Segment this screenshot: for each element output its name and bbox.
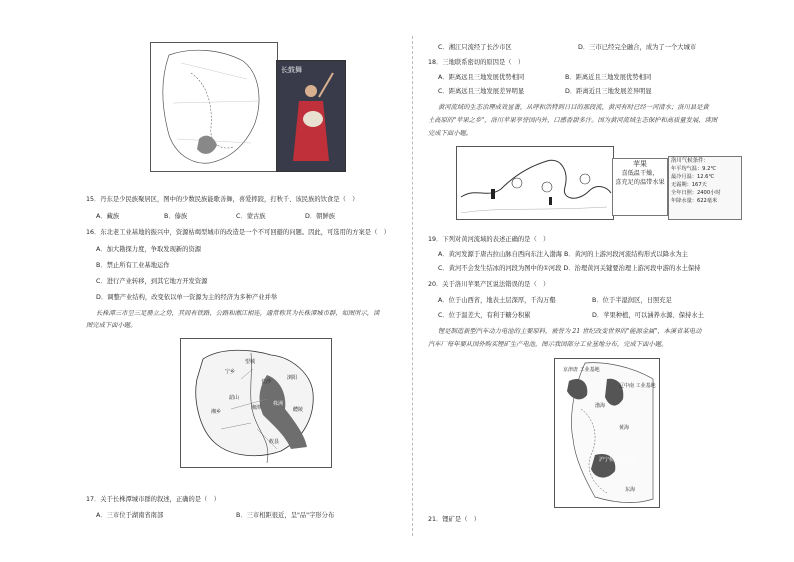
map2-label-jjt: 京津唐 工业基地 [563,367,600,373]
map-label-xiangxiang: 湘乡 [211,409,222,415]
q20-option-a[interactable]: A．位于山西省，地表土层深厚，千沟万壑 [438,297,556,304]
climate-box [668,156,742,220]
q15-option-c[interactable]: C．蒙古族 [236,213,266,220]
passage19-line-2: 土高原的"苹果之乡"，洛川苹果享誉国内外，口感香甜多汁。国为黄河流域生态保护和高质量发展，读图 [428,117,718,124]
q15-option-b[interactable]: B．傣族 [164,213,188,220]
dancer-image [277,61,345,171]
q21-stem: 21．锂矿是（ ） [428,516,481,523]
map-label-liling: 醴陵 [293,407,304,413]
q16-option-a[interactable]: A．加大勘探力度，争取发现新的资源 [96,246,202,253]
q20-option-c[interactable]: C．位于温差大，有利于糖分积累 [438,312,531,319]
q18-option-d[interactable]: D．距离近且三地发展差异明显 [565,88,652,95]
map-label-youxian: 攸县 [269,439,280,445]
q17-stem: 17．关于长株潭城市群的叙述，正确的是（ ） [86,496,220,503]
dance-photo [276,60,346,172]
q19-option-ab[interactable]: A．黄河发源于唐古拉山脉自西向东注入渤海 B．黄河的上游河段河流结构形式以降水为主 [438,251,688,258]
q18-option-b[interactable]: B．距离近且三地发展优势相同 [565,74,652,81]
changzhutan-map-graphic [181,339,331,467]
map-label-liuyang: 浏阳 [287,375,298,381]
apple-callout-line-1: 喜低温干燥， [621,170,659,177]
map2-label-bohai: 渤海 [595,403,606,409]
northeast-map-graphic [151,43,277,171]
climate-row: 无霜期：167天 [671,182,707,188]
q16-option-d[interactable]: D．调整产业结构，改变依以单一资源为主的经济为多种产业并举 [96,294,278,301]
northeast-map-figure [150,42,278,172]
climate-row: 年平均气温：9.2℃ [671,166,717,172]
passage17-line-1: 长株潭三市呈三足鼎立之势，其间有铁路、公路和湘江相连，通常称其为长株潭城市群，如图所示，读 [96,310,380,317]
dance-label: 长鼓舞 [281,66,302,74]
climate-row: 全年日照：2400小时 [671,190,721,196]
q17-option-a[interactable]: A．三市位于湖南省南部 [96,512,164,519]
map-label-zhuzhou: 株洲 [273,401,284,407]
q17-option-c[interactable]: C．湘江只流经了长沙市区 [438,44,512,51]
map2-label-nhh: 沪宁杭 工业基地 [599,457,636,463]
q20-option-b[interactable]: B．位于半湿润区，日照充足 [592,297,672,304]
passage17-line-2: 图完成下面小题。 [86,322,137,329]
q20-stem: 20．关于洛川苹果产区说法错误的是（ ） [428,281,550,288]
q15-stem: 15．丹东是少民族聚居区，图中的少数民族能歌善舞，喜爱摔跤，打秋千、该民族的饮食是（ ） [86,196,359,203]
map2-label-huanghai: 黄海 [619,425,630,431]
climate-title: 洛川气候条件： [671,158,709,164]
q15-option-a[interactable]: A．藏族 [96,213,120,220]
industrial-base-map-graphic [555,359,659,507]
map-label-changsha: 长沙 [261,379,272,385]
changzhutan-map [180,338,332,468]
apple-callout-title: 苹果 [633,160,647,168]
yellow-river-map [456,146,614,220]
q15-option-d[interactable]: D．朝鲜族 [305,213,336,220]
map2-label-lzn: 辽中南 工业基地 [619,383,656,389]
passage21-line-1: 锂是制造新型汽车动力电池的主要原料，被誉为 21 世纪改变世界的"能源金属"，本溪省某电动 [438,328,702,335]
yellow-river-map-graphic [457,147,613,219]
q16-option-c[interactable]: C．进行产业转移，到其它地方开发资源 [96,278,208,285]
q16-stem: 16．东北老工业基地的振兴中，资源枯竭型城市的改造是一个不可回避的问题。因此，可选用的方案是（ ） [86,229,390,236]
q18-option-a[interactable]: A．距离远且三地发展优势相同 [438,74,525,81]
passage21-line-2: 汽车厂每年要从国外购买锂矿生产电池，图示我国部分工业基地分布，完成下面小题。 [428,341,668,348]
apple-callout-line-2: 喜充足的温带水果 [615,179,665,186]
q19-stem: 19．下列对黄河流域的表述正确的是（ ） [428,236,550,243]
q17-option-d[interactable]: D．三市已经完全融合，成为了一个大城市 [578,44,697,51]
map-label-xiangtan: 湘潭 [251,405,262,411]
column-divider [412,36,413,536]
q17-option-b[interactable]: B．三市相距很近，呈"品"字形分布 [236,512,335,519]
q19-option-cd[interactable]: C．黄河不会发生结冰的河段为图中的①河段 D．治理黄河关键要治理上游河段中游的水土保持 [438,265,701,272]
q18-option-c[interactable]: C．距离远且三地发展差异明显 [438,88,525,95]
q16-option-b[interactable]: B．禁止所有工业基地运作 [96,262,170,269]
passage19-line-3: 完成下面小题。 [428,130,473,137]
q20-option-d[interactable]: D．苹果种植，可以涵养水源、保持水土 [592,312,704,319]
q18-stem: 18．三地联系密切的原因是（ ） [428,59,525,66]
industrial-base-map [554,358,660,508]
map-label-wangcheng: 望城 [245,359,256,365]
passage19-line-1: 黄河流域的生态治理成效显著，从呼和浩特到日目的那段流，黄河有时已经一河清水；洛川县是黄 [438,104,709,111]
climate-row: 最冷月温：12.6℃ [671,174,715,180]
map-label-shaoshan: 韶山 [229,395,240,401]
apple-callout [612,158,668,216]
map-label-ningxiang: 宁乡 [225,369,236,375]
climate-row: 年降水量：622毫米 [671,198,718,204]
map2-label-donghai: 东海 [625,487,636,493]
